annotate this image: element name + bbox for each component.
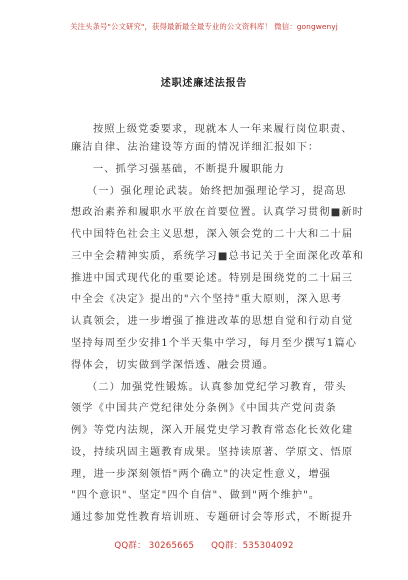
body-line: 通过参加党性教育培训班、专题研讨会等形式，不断提升 bbox=[71, 512, 354, 523]
footer-contact bbox=[0, 539, 408, 551]
body-line: 按照上级党委要求，现就本人一年来履行岗位职责、 bbox=[93, 124, 353, 135]
body-line: 设，持续巩固主题教育成果。坚持读原著、学原文、悟原 bbox=[71, 447, 354, 458]
body-line: （一）强化理论武装。始终把加强理论学习，提高思 bbox=[87, 186, 347, 197]
body-line: 三中全会精神实质，系统学习■总书记关于全面深化改革和 bbox=[71, 251, 364, 262]
document-title: 述职述廉述法报告 bbox=[160, 78, 248, 89]
body-line: 领学《中国共产党纪律处分条例》《中国共产党问责条 bbox=[71, 403, 337, 414]
qq-group-2: QQ群：535304092 bbox=[211, 541, 294, 551]
body-line: （二）加强党性锻炼。认真参加党纪学习教育，带头 bbox=[87, 382, 347, 393]
body-line: 推进中国式现代化的重要论述。特别是围绕党的二十届三 bbox=[71, 273, 354, 284]
body-line: 认真领会，进一步增强了推进改革的思想自觉和行动自觉 bbox=[71, 316, 354, 327]
body-line: 例》等党内法规，深入开展党史学习教育常态化长效化建 bbox=[71, 425, 354, 436]
body-line: 廉洁自律、法治建设等方面的情况详细汇报如下： bbox=[71, 142, 320, 153]
body-line: 理，进一步深刻领悟"两个确立"的决定性意义，增强 bbox=[71, 469, 331, 480]
body-line: 坚持每周至少安排1个半天集中学习，每月至少撰写1篇心 bbox=[71, 338, 358, 349]
section-heading: 一、抓学习强基础，不断提升履职能力 bbox=[93, 164, 285, 175]
qq-group-1: QQ群： 30265665 bbox=[114, 541, 195, 551]
body-line: 想政治素养和履职水平放在首要位置。认真学习贯彻■新时 bbox=[71, 207, 364, 218]
body-line: 得体会，切实做到学深悟透、融会贯通。 bbox=[71, 360, 275, 371]
body-line: 代中国特色社会主义思想，深入领会党的二十大和二十届 bbox=[71, 229, 354, 240]
body-line: "四个意识"、坚定"四个自信"、做到"两个维护"。 bbox=[71, 490, 321, 501]
body-line: 中全会《决定》提出的"六个坚持"重大原则，深入思考 bbox=[71, 294, 343, 305]
header-banner: 关注头条号"公文研究"，获得最新最全最专业的公文资料库！ 微信：gongwenyj bbox=[70, 22, 338, 31]
